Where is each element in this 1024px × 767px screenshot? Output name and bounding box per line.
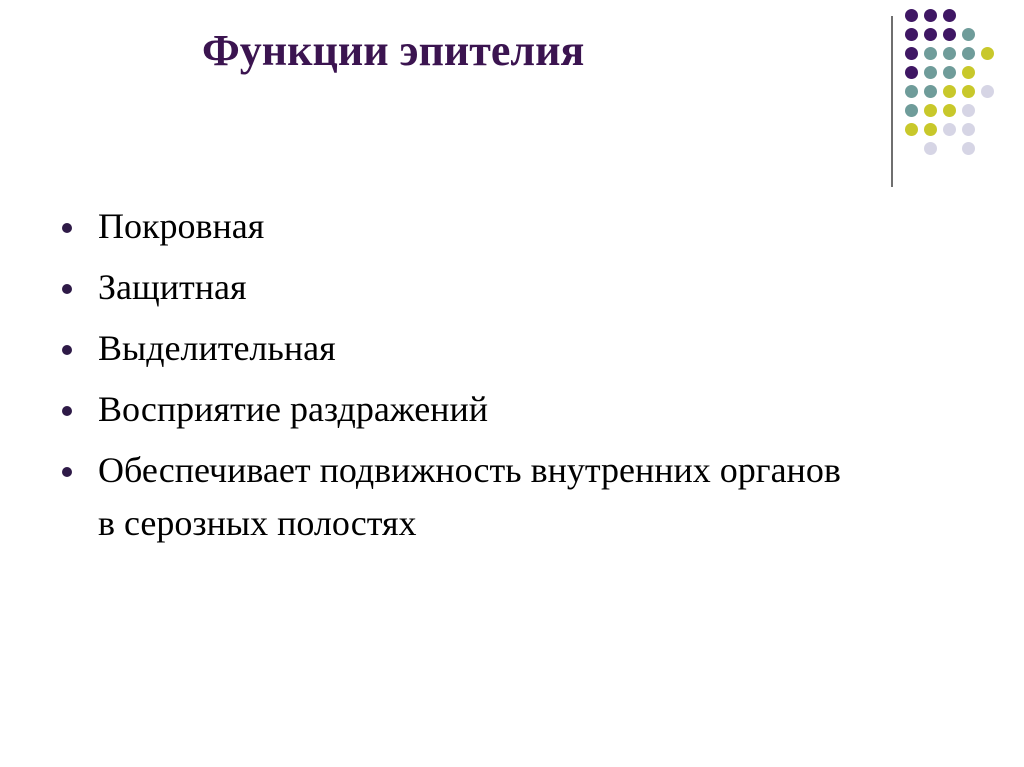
bullet-item (62, 200, 862, 253)
decorative-dot (962, 104, 975, 117)
decorative-dot (924, 85, 937, 98)
decorative-dot (924, 9, 937, 22)
bullet-item (62, 261, 862, 314)
decorative-dot (905, 28, 918, 41)
bullet-dot-icon (62, 467, 72, 477)
decorative-dot (924, 104, 937, 117)
bullet-item (62, 322, 862, 375)
decorative-dot (943, 28, 956, 41)
decorative-dot (924, 28, 937, 41)
decorative-dot (905, 66, 918, 79)
decorative-dot (962, 142, 975, 155)
decorative-dot (905, 123, 918, 136)
title-divider-line (891, 16, 893, 187)
decorative-dot (943, 47, 956, 60)
bullet-dot-icon (62, 345, 72, 355)
bullet-dot-icon (62, 284, 72, 294)
decorative-dot-grid (905, 9, 1015, 164)
decorative-dot (943, 123, 956, 136)
bullet-list (62, 200, 862, 558)
bullet-dot-icon (62, 223, 72, 233)
bullet-text: Восприятие раздражений (98, 389, 488, 429)
decorative-dot (962, 66, 975, 79)
bullet-text: Покровная (98, 206, 265, 246)
decorative-dot (943, 85, 956, 98)
bullet-dot-icon (62, 406, 72, 416)
decorative-dot (924, 142, 937, 155)
slide-title: Функции эпителия (202, 26, 585, 75)
bullet-text: Защитная (98, 267, 247, 307)
decorative-dot (962, 85, 975, 98)
decorative-dot (924, 123, 937, 136)
decorative-dot (943, 66, 956, 79)
bullet-item (62, 444, 862, 550)
decorative-dot (943, 104, 956, 117)
decorative-dot (924, 47, 937, 60)
decorative-dot (962, 123, 975, 136)
decorative-dot (905, 9, 918, 22)
decorative-dot (962, 28, 975, 41)
decorative-dot (924, 66, 937, 79)
bullet-text: Обеспечивает подвижность внутренних органов в серозных полостях (98, 450, 841, 543)
decorative-dot (905, 104, 918, 117)
decorative-dot (981, 85, 994, 98)
decorative-dot (943, 9, 956, 22)
decorative-dot (981, 47, 994, 60)
bullet-text: Выделительная (98, 328, 336, 368)
decorative-dot (905, 47, 918, 60)
decorative-dot (905, 85, 918, 98)
bullet-item (62, 383, 862, 436)
decorative-dot (962, 47, 975, 60)
